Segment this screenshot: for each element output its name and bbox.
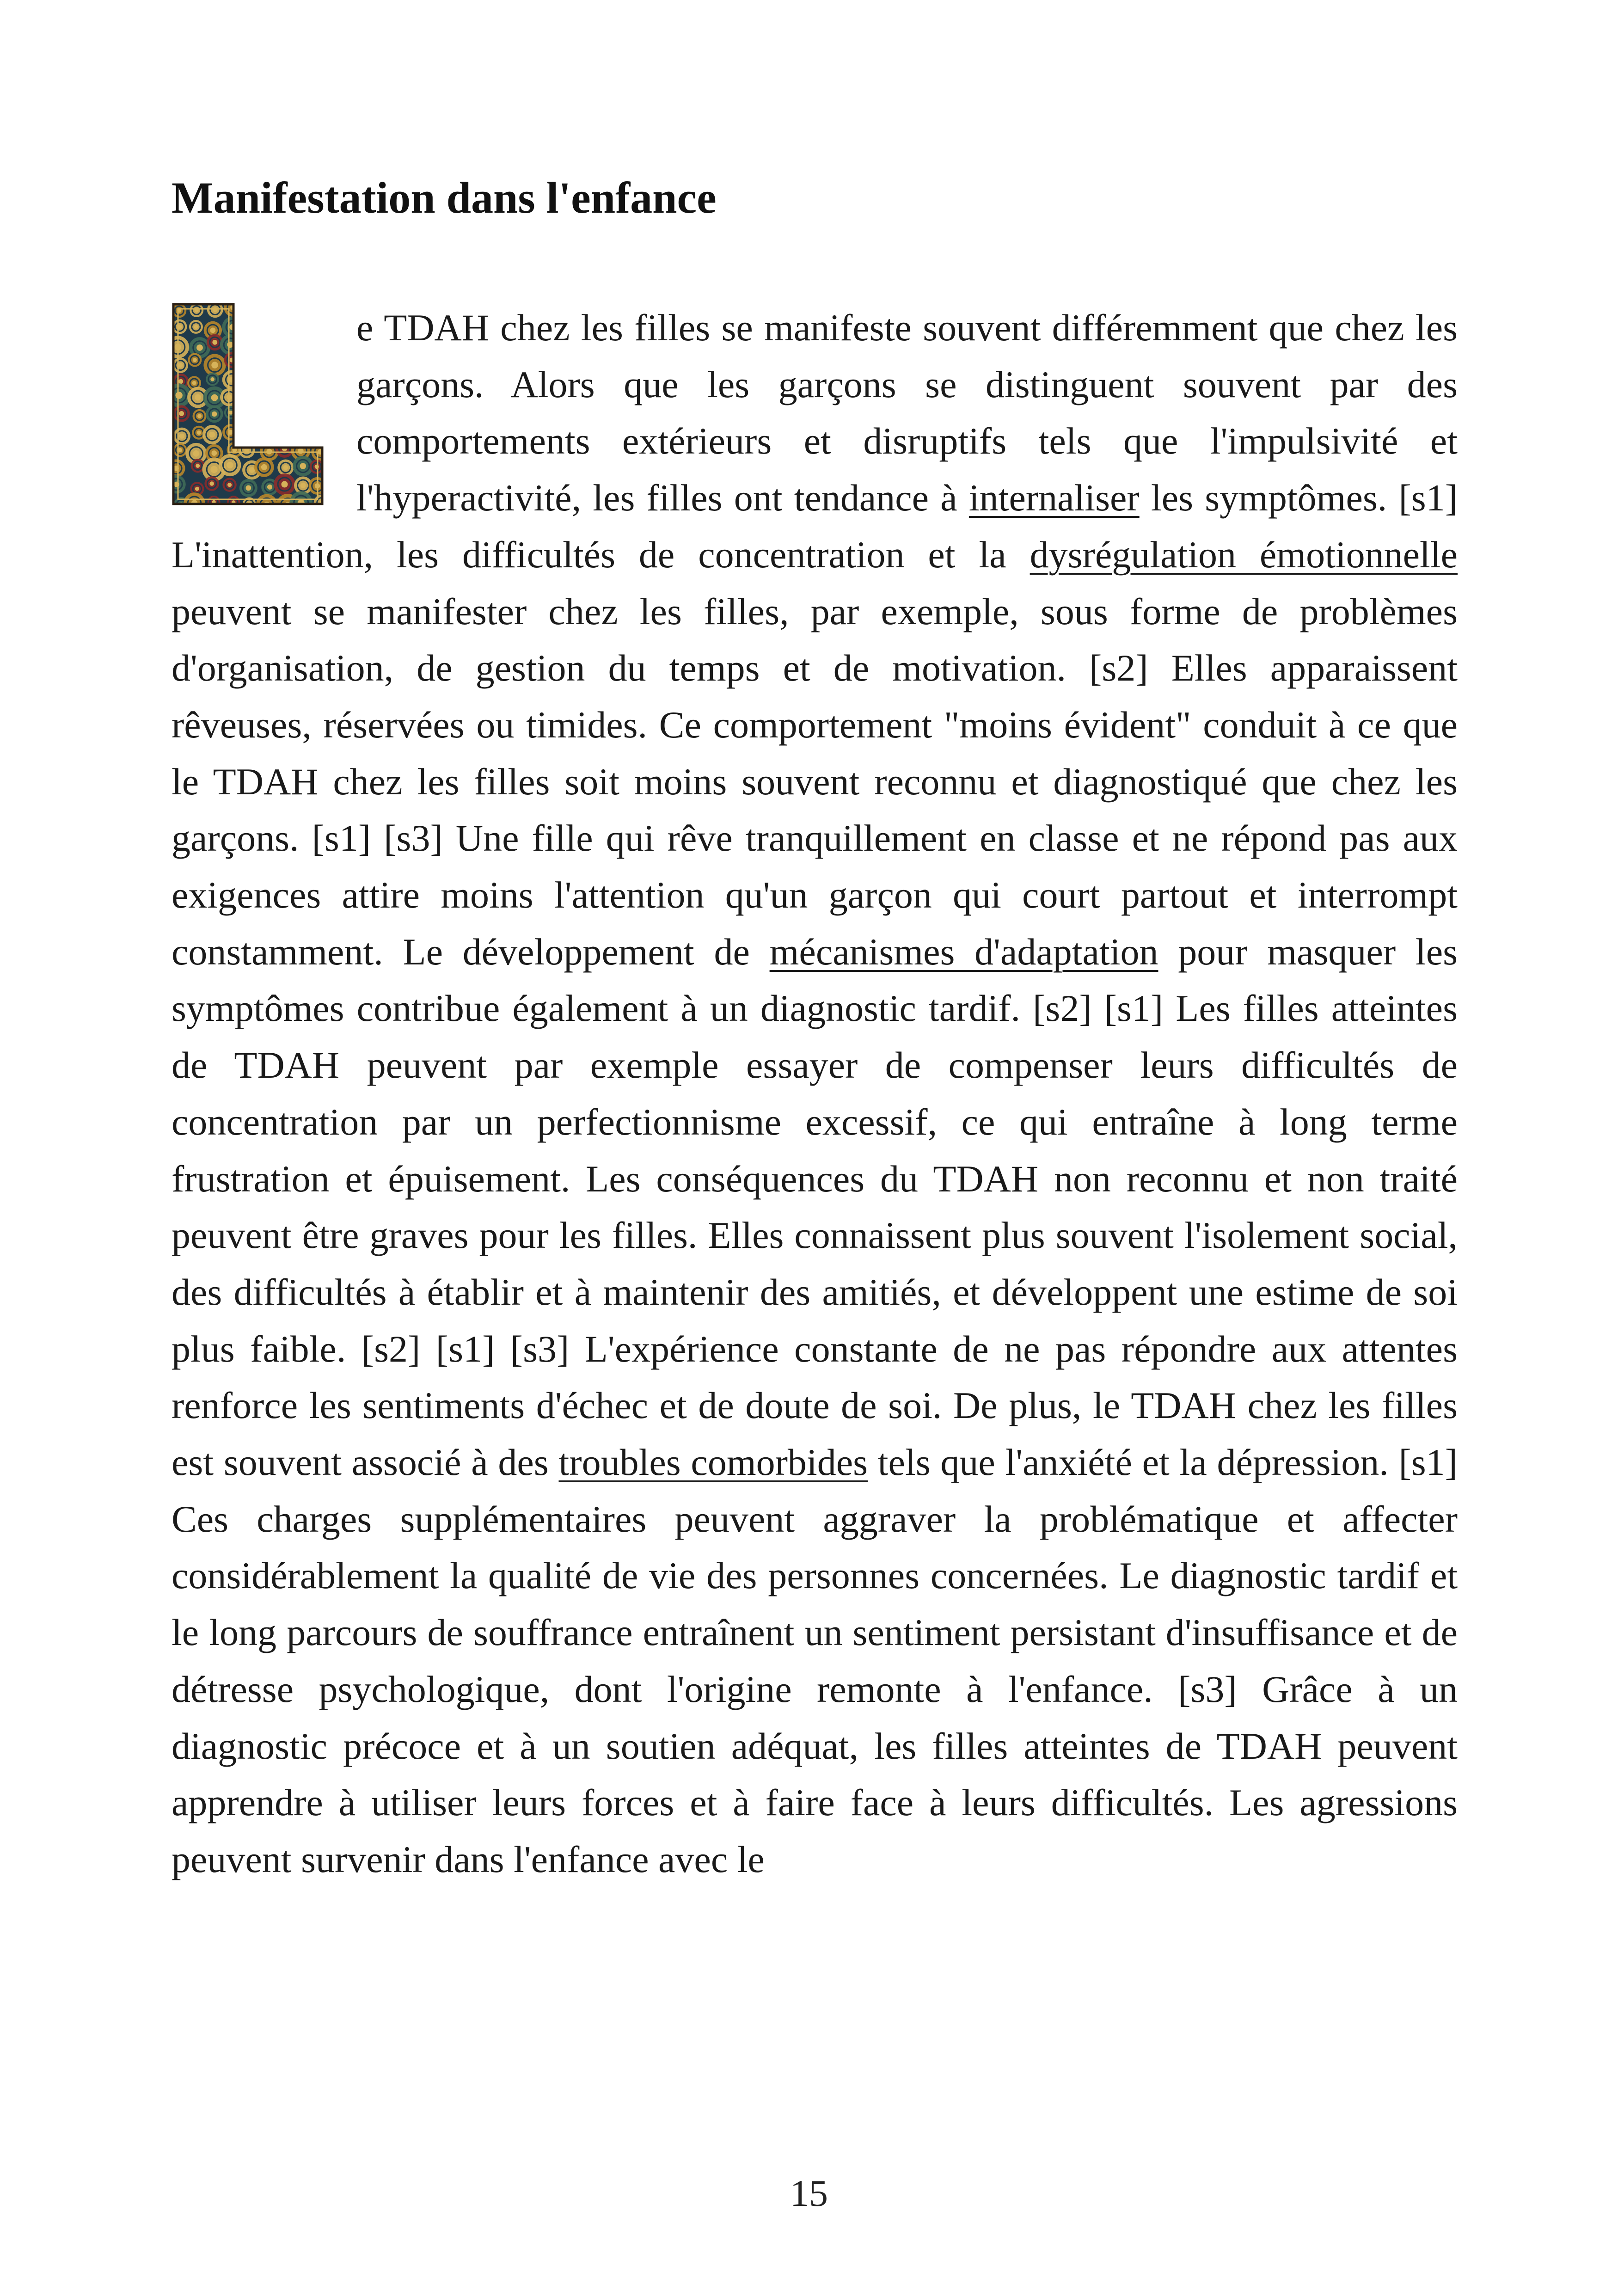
text-segment: tels que l'anxiété et la dépression. [s1] Ces charges supplémentaires peuvent aggraver la problématique et affecter considérablement la qualité de vie des personnes concernées. Le diagnostic tardif et le long parcours de souffrance entraînent un sentiment persistant d'insuffisance et de détresse psychologique, dont l'origine remonte à l'enfance. [s3] Grâce à un diagnostic précoce et à un soutien adéquat, les filles atteintes de TDAH peuvent apprendre à utiliser leurs forces et à faire face à leurs difficultés. Les agressions peuvent survenir dans l'enfance avec le	[172, 1441, 1458, 1880]
text-segment: les symptômes. [s1] L'inattention, les difficultés de concentration et la	[172, 477, 1458, 576]
text-segment: peuvent se manifester chez les filles, par exemple, sous forme de problèmes d'organisation, de gestion du temps et de motivation. [s2] Elles apparaissent rêveuses, réservées ou timides. Ce comportement "moins évident" conduit à ce que le TDAH chez les filles soit moins souvent reconnu et diagnostiqué que chez les garçons. [s1] [s3] Une fille qui rêve tranquillement en classe et ne répond pas aux exigences attire moins l'attention qu'un garçon qui court partout et interrompt constamment. Le développement de	[172, 590, 1458, 973]
term-internaliser: internaliser	[968, 477, 1140, 519]
term-troubles-comorbides: troubles comorbides	[558, 1441, 868, 1484]
body-paragraph	[172, 300, 1458, 1888]
term-mecanismes-d-adaptation: mécanismes d'adaptation	[769, 930, 1158, 973]
page-heading: Manifestation dans l'enfance	[172, 173, 717, 222]
term-dysregulation-emotionnelle: dysrégulation émotionnelle	[1030, 533, 1458, 576]
text-segment: pour masquer les symptômes contribue également à un diagnostic tardif. [s2] [s1] Les filles atteintes de TDAH peuvent par exemple essayer de compenser leurs difficultés de concentration par un perfectionnisme excessif, ce qui entraîne à long terme frustration et épuisement. Les conséquences du TDAH non reconnu et non traité peuvent être graves pour les filles. Elles connaissent plus souvent l'isolement social, des difficultés à établir et à maintenir des amitiés, et développent une estime de soi plus faible. [s2] [s1] [s3] L'expérience constante de ne pas répondre aux attentes renforce les sentiments d'échec et de doute de soi. De plus, le TDAH chez les filles est souvent associé à des	[172, 930, 1458, 1484]
page-number: 15	[790, 2172, 828, 2214]
dropcap-ornament	[172, 302, 324, 506]
text-segment: e TDAH chez les filles se manifeste souvent différemment que chez les garçons. Alors que les garçons se distinguent souvent par des comportements extérieurs et disruptifs tels que l'impulsivité et l'hyperactivité, les filles ont tendance à	[356, 307, 1458, 519]
dropcap-l	[172, 302, 324, 506]
